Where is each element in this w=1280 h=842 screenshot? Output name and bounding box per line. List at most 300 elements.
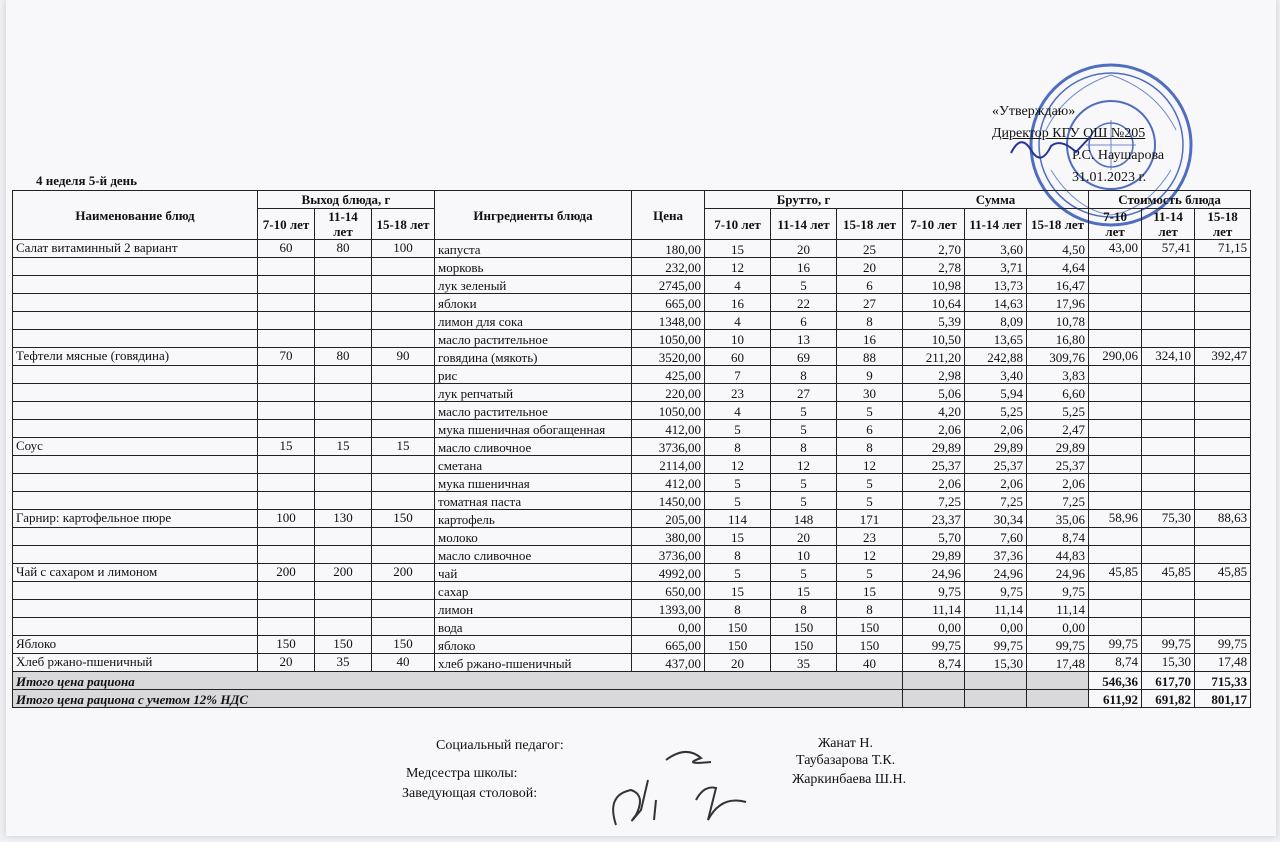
ingredient-sum: 29,89 [965,438,1027,456]
dish-cost [1195,546,1251,564]
dish-name [13,402,258,420]
ingredient-sum: 25,37 [965,456,1027,474]
dish-name [13,582,258,600]
dish-cost: 8,74 [1089,654,1142,672]
output-grams: 100 [258,510,315,528]
brutto-grams: 8 [705,546,771,564]
output-grams [372,492,435,510]
age-header-brutto-2: 15-18 лет [837,209,903,240]
ingredient-sum: 11,14 [903,600,965,618]
dish-name: Яблоко [13,636,258,654]
output-grams [258,294,315,312]
output-grams [258,276,315,294]
output-grams [258,582,315,600]
output-grams: 130 [315,510,372,528]
ingredient-price: 1393,00 [632,600,705,618]
ingredient-name: рис [435,366,632,384]
output-grams [315,582,372,600]
output-grams [372,474,435,492]
output-grams: 200 [315,564,372,582]
output-grams: 80 [315,240,372,258]
ingredient-sum: 10,98 [903,276,965,294]
output-grams [372,618,435,636]
ingredient-sum: 242,88 [965,348,1027,366]
brutto-grams: 150 [705,618,771,636]
ingredient-sum: 10,78 [1027,312,1089,330]
total-row-value: 715,33 [1195,672,1251,690]
dish-name: Салат витаминный 2 вариант [13,240,258,258]
ingredient-name: говядина (мякоть) [435,348,632,366]
total-row-label: Итого цена рациона [13,672,903,690]
dish-cost [1195,294,1251,312]
output-grams [258,492,315,510]
ingredient-price: 665,00 [632,636,705,654]
output-grams [315,330,372,348]
ingredient-name: яблоко [435,636,632,654]
output-grams: 15 [315,438,372,456]
dish-cost [1089,492,1142,510]
total-vat-row-value: 691,82 [1142,690,1195,708]
table-row [13,240,1251,258]
ingredient-sum: 37,36 [965,546,1027,564]
output-grams [372,600,435,618]
table-row [13,294,1251,312]
dish-name [13,618,258,636]
dish-name [13,546,258,564]
age-header-output-1: 11-14 лет [315,209,372,240]
ingredient-sum: 25,37 [1027,456,1089,474]
ingredient-sum: 5,25 [965,402,1027,420]
header-sum: Сумма [903,191,1089,209]
ingredient-sum: 3,83 [1027,366,1089,384]
dish-cost: 392,47 [1195,348,1251,366]
ingredient-sum: 9,75 [903,582,965,600]
dish-cost [1142,582,1195,600]
brutto-grams: 5 [837,564,903,582]
empty-cell [965,690,1027,708]
ingredient-sum: 0,00 [1027,618,1089,636]
school-nurse-title: Медсестра школы: [406,766,518,781]
table-row [13,528,1251,546]
brutto-grams: 150 [771,636,837,654]
ingredient-sum: 5,39 [903,312,965,330]
brutto-grams: 5 [771,420,837,438]
output-grams [372,258,435,276]
ingredient-price: 4992,00 [632,564,705,582]
output-grams [315,294,372,312]
output-grams [258,600,315,618]
brutto-grams: 5 [705,564,771,582]
brutto-grams: 15 [705,528,771,546]
canteen-head-name: Жаркинбаева Ш.Н. [792,772,907,787]
empty-cell [1027,672,1089,690]
dish-cost [1195,420,1251,438]
brutto-grams: 8 [705,438,771,456]
brutto-grams: 114 [705,510,771,528]
output-grams: 15 [258,438,315,456]
output-grams: 150 [258,636,315,654]
ingredient-name: масло сливочное [435,438,632,456]
ingredient-price: 1450,00 [632,492,705,510]
dish-cost [1089,474,1142,492]
dish-name [13,276,258,294]
brutto-grams: 9 [837,366,903,384]
ingredient-name: хлеб ржано-пшеничный [435,654,632,672]
brutto-grams: 5 [705,420,771,438]
dish-cost: 99,75 [1142,636,1195,654]
ingredient-name: лук зеленый [435,276,632,294]
output-grams: 15 [372,438,435,456]
output-grams [258,384,315,402]
output-grams [315,492,372,510]
dish-name [13,258,258,276]
ingredient-name: мука пшеничная [435,474,632,492]
brutto-grams: 12 [837,456,903,474]
header-price: Цена [632,191,705,240]
dish-cost [1195,438,1251,456]
dish-cost [1142,276,1195,294]
ingredient-sum: 23,37 [903,510,965,528]
ingredient-sum: 30,34 [965,510,1027,528]
output-grams [315,402,372,420]
ingredient-name: лук репчатый [435,384,632,402]
ingredient-sum: 6,60 [1027,384,1089,402]
table-row [13,330,1251,348]
brutto-grams: 8 [771,366,837,384]
ingredient-sum: 2,98 [903,366,965,384]
output-grams [315,474,372,492]
output-grams [315,384,372,402]
ingredient-sum: 0,00 [965,618,1027,636]
ingredient-sum: 16,80 [1027,330,1089,348]
dish-name: Хлеб ржано-пшеничный [13,654,258,672]
ingredient-price: 412,00 [632,474,705,492]
dish-cost [1089,618,1142,636]
brutto-grams: 5 [771,276,837,294]
total-row [13,672,1251,690]
dish-cost [1142,474,1195,492]
brutto-grams: 69 [771,348,837,366]
age-header-cost-0: 7-10 лет [1089,209,1142,240]
ingredient-sum: 309,76 [1027,348,1089,366]
table-row [13,402,1251,420]
table-row [13,384,1251,402]
output-grams [258,312,315,330]
output-grams [258,420,315,438]
brutto-grams: 88 [837,348,903,366]
output-grams: 20 [258,654,315,672]
dish-cost [1089,528,1142,546]
brutto-grams: 7 [705,366,771,384]
ingredient-sum: 3,40 [965,366,1027,384]
director-signature [1006,128,1096,164]
dish-cost [1142,312,1195,330]
output-grams: 90 [372,348,435,366]
brutto-grams: 12 [705,258,771,276]
brutto-grams: 5 [837,402,903,420]
ingredient-sum: 14,63 [965,294,1027,312]
ingredient-price: 1348,00 [632,312,705,330]
output-grams: 100 [372,240,435,258]
output-grams [258,258,315,276]
dish-cost: 17,48 [1195,654,1251,672]
brutto-grams: 15 [771,582,837,600]
dish-cost [1195,492,1251,510]
ingredient-name: томатная паста [435,492,632,510]
brutto-grams: 13 [771,330,837,348]
output-grams [372,312,435,330]
ingredient-sum: 99,75 [965,636,1027,654]
brutto-grams: 171 [837,510,903,528]
dish-cost [1195,402,1251,420]
ingredient-name: лимон для сока [435,312,632,330]
dish-cost [1089,456,1142,474]
ingredient-sum: 211,20 [903,348,965,366]
header-dish: Наименование блюд [13,191,258,240]
output-grams [258,528,315,546]
output-grams [372,420,435,438]
ingredient-sum: 11,14 [965,600,1027,618]
dish-name [13,312,258,330]
dish-cost [1195,582,1251,600]
ingredient-sum: 2,06 [903,420,965,438]
menu-sheet [6,0,1276,836]
dish-cost [1142,294,1195,312]
ingredient-name: лимон [435,600,632,618]
brutto-grams: 15 [705,240,771,258]
output-grams [372,402,435,420]
dish-name [13,600,258,618]
brutto-grams: 8 [771,438,837,456]
empty-cell [1027,690,1089,708]
ingredient-sum: 8,74 [903,654,965,672]
brutto-grams: 20 [705,654,771,672]
header-output: Выход блюда, г [258,191,435,209]
ingredient-name: яблоки [435,294,632,312]
dish-cost [1089,600,1142,618]
output-grams [315,618,372,636]
output-grams [258,546,315,564]
brutto-grams: 12 [837,546,903,564]
dish-cost: 43,00 [1089,240,1142,258]
brutto-grams: 40 [837,654,903,672]
output-grams [315,258,372,276]
age-header-output-2: 15-18 лет [372,209,435,240]
output-grams [372,366,435,384]
ingredient-price: 380,00 [632,528,705,546]
age-header-sum-1: 11-14 лет [965,209,1027,240]
ingredient-price: 3520,00 [632,348,705,366]
brutto-grams: 10 [771,546,837,564]
dish-cost [1089,420,1142,438]
approval-title: «Утверждаю» [992,104,1076,119]
ingredient-price: 1050,00 [632,402,705,420]
ingredient-sum: 5,06 [903,384,965,402]
table-row [13,654,1251,672]
brutto-grams: 12 [705,456,771,474]
ingredient-name: морковь [435,258,632,276]
header-ingredients: Ингредиенты блюда [435,191,632,240]
ingredient-name: сметана [435,456,632,474]
brutto-grams: 4 [705,276,771,294]
dish-cost: 57,41 [1142,240,1195,258]
output-grams [315,312,372,330]
ingredient-sum: 13,73 [965,276,1027,294]
output-grams [258,330,315,348]
ingredient-sum: 9,75 [1027,582,1089,600]
output-grams [372,546,435,564]
ingredient-sum: 17,48 [1027,654,1089,672]
ingredient-sum: 29,89 [903,546,965,564]
output-grams [315,456,372,474]
ingredient-sum: 2,47 [1027,420,1089,438]
dish-cost [1089,546,1142,564]
dish-cost [1195,384,1251,402]
table-row [13,636,1251,654]
brutto-grams: 12 [771,456,837,474]
ingredient-sum: 7,25 [1027,492,1089,510]
ingredient-price: 1050,00 [632,330,705,348]
ingredient-sum: 2,78 [903,258,965,276]
dish-cost [1089,366,1142,384]
ingredient-price: 205,00 [632,510,705,528]
dish-name: Тефтели мясные (говядина) [13,348,258,366]
ingredient-sum: 29,89 [1027,438,1089,456]
dish-cost [1142,402,1195,420]
dish-cost [1142,330,1195,348]
ingredient-sum: 24,96 [965,564,1027,582]
ingredient-sum: 99,75 [1027,636,1089,654]
brutto-grams: 15 [837,582,903,600]
output-grams [372,294,435,312]
brutto-grams: 22 [771,294,837,312]
ingredient-name: масло сливочное [435,546,632,564]
table-row [13,582,1251,600]
dish-name: Чай с сахаром и лимоном [13,564,258,582]
brutto-grams: 150 [771,618,837,636]
ingredient-sum: 8,74 [1027,528,1089,546]
age-header-cost-1: 11-14 лет [1142,209,1195,240]
output-grams: 80 [315,348,372,366]
brutto-grams: 4 [705,312,771,330]
ingredient-price: 650,00 [632,582,705,600]
table-row [13,510,1251,528]
output-grams: 150 [315,636,372,654]
brutto-grams: 8 [837,438,903,456]
dish-cost: 45,85 [1195,564,1251,582]
ingredient-sum: 7,60 [965,528,1027,546]
brutto-grams: 8 [705,600,771,618]
ingredient-sum: 4,50 [1027,240,1089,258]
ingredient-sum: 11,14 [1027,600,1089,618]
school-nurse-name: Таубазарова Т.К. [796,753,896,768]
approval-date: 31.01.2023 г. [1072,170,1147,185]
approval-director: Директор КГУ ОШ №205 [992,126,1146,141]
age-header-brutto-0: 7-10 лет [705,209,771,240]
brutto-grams: 150 [705,636,771,654]
ingredient-price: 412,00 [632,420,705,438]
dish-cost [1089,402,1142,420]
brutto-grams: 150 [837,636,903,654]
ingredient-sum: 2,06 [1027,474,1089,492]
dish-cost [1195,600,1251,618]
dish-cost [1195,456,1251,474]
output-grams [258,366,315,384]
ingredient-name: сахар [435,582,632,600]
table-row [13,492,1251,510]
header-brutto: Брутто, г [705,191,903,209]
output-grams: 150 [372,510,435,528]
ingredient-name: чай [435,564,632,582]
table-row [13,258,1251,276]
table-row [13,438,1251,456]
output-grams [315,528,372,546]
total-row-value: 546,36 [1089,672,1142,690]
dish-cost [1089,294,1142,312]
ingredient-sum: 25,37 [903,456,965,474]
brutto-grams: 30 [837,384,903,402]
ingredient-name: картофель [435,510,632,528]
brutto-grams: 25 [837,240,903,258]
table-row [13,618,1251,636]
dish-cost: 15,30 [1142,654,1195,672]
output-grams [258,618,315,636]
output-grams [315,546,372,564]
dish-cost [1195,366,1251,384]
total-vat-row [13,690,1251,708]
ingredient-sum: 5,70 [903,528,965,546]
header-cost: Стоимость блюда [1089,191,1251,209]
table-row [13,276,1251,294]
menu-table [12,190,1251,708]
dish-cost [1142,546,1195,564]
brutto-grams: 5 [837,492,903,510]
brutto-grams: 5 [705,492,771,510]
week-day-label: 4 неделя 5-й день [36,173,138,188]
dish-name [13,384,258,402]
brutto-grams: 5 [837,474,903,492]
table-row [13,366,1251,384]
ingredient-sum: 4,20 [903,402,965,420]
ingredient-sum: 2,06 [965,474,1027,492]
output-grams [258,456,315,474]
dish-cost: 58,96 [1089,510,1142,528]
output-grams [258,474,315,492]
dish-name [13,330,258,348]
brutto-grams: 6 [837,420,903,438]
dish-cost [1142,366,1195,384]
dish-cost [1089,384,1142,402]
brutto-grams: 20 [837,258,903,276]
ingredient-sum: 5,94 [965,384,1027,402]
dish-cost: 75,30 [1142,510,1195,528]
ingredient-sum: 29,89 [903,438,965,456]
ingredient-sum: 24,96 [903,564,965,582]
dish-cost [1195,258,1251,276]
ingredient-sum: 9,75 [965,582,1027,600]
empty-cell [965,672,1027,690]
dish-name [13,456,258,474]
dish-name [13,420,258,438]
age-header-cost-2: 15-18 лет [1195,209,1251,240]
ingredient-sum: 2,70 [903,240,965,258]
ingredient-sum: 24,96 [1027,564,1089,582]
dish-cost: 45,85 [1089,564,1142,582]
table-row [13,348,1251,366]
table-row [13,474,1251,492]
ingredient-price: 3736,00 [632,438,705,456]
ingredient-name: молоко [435,528,632,546]
